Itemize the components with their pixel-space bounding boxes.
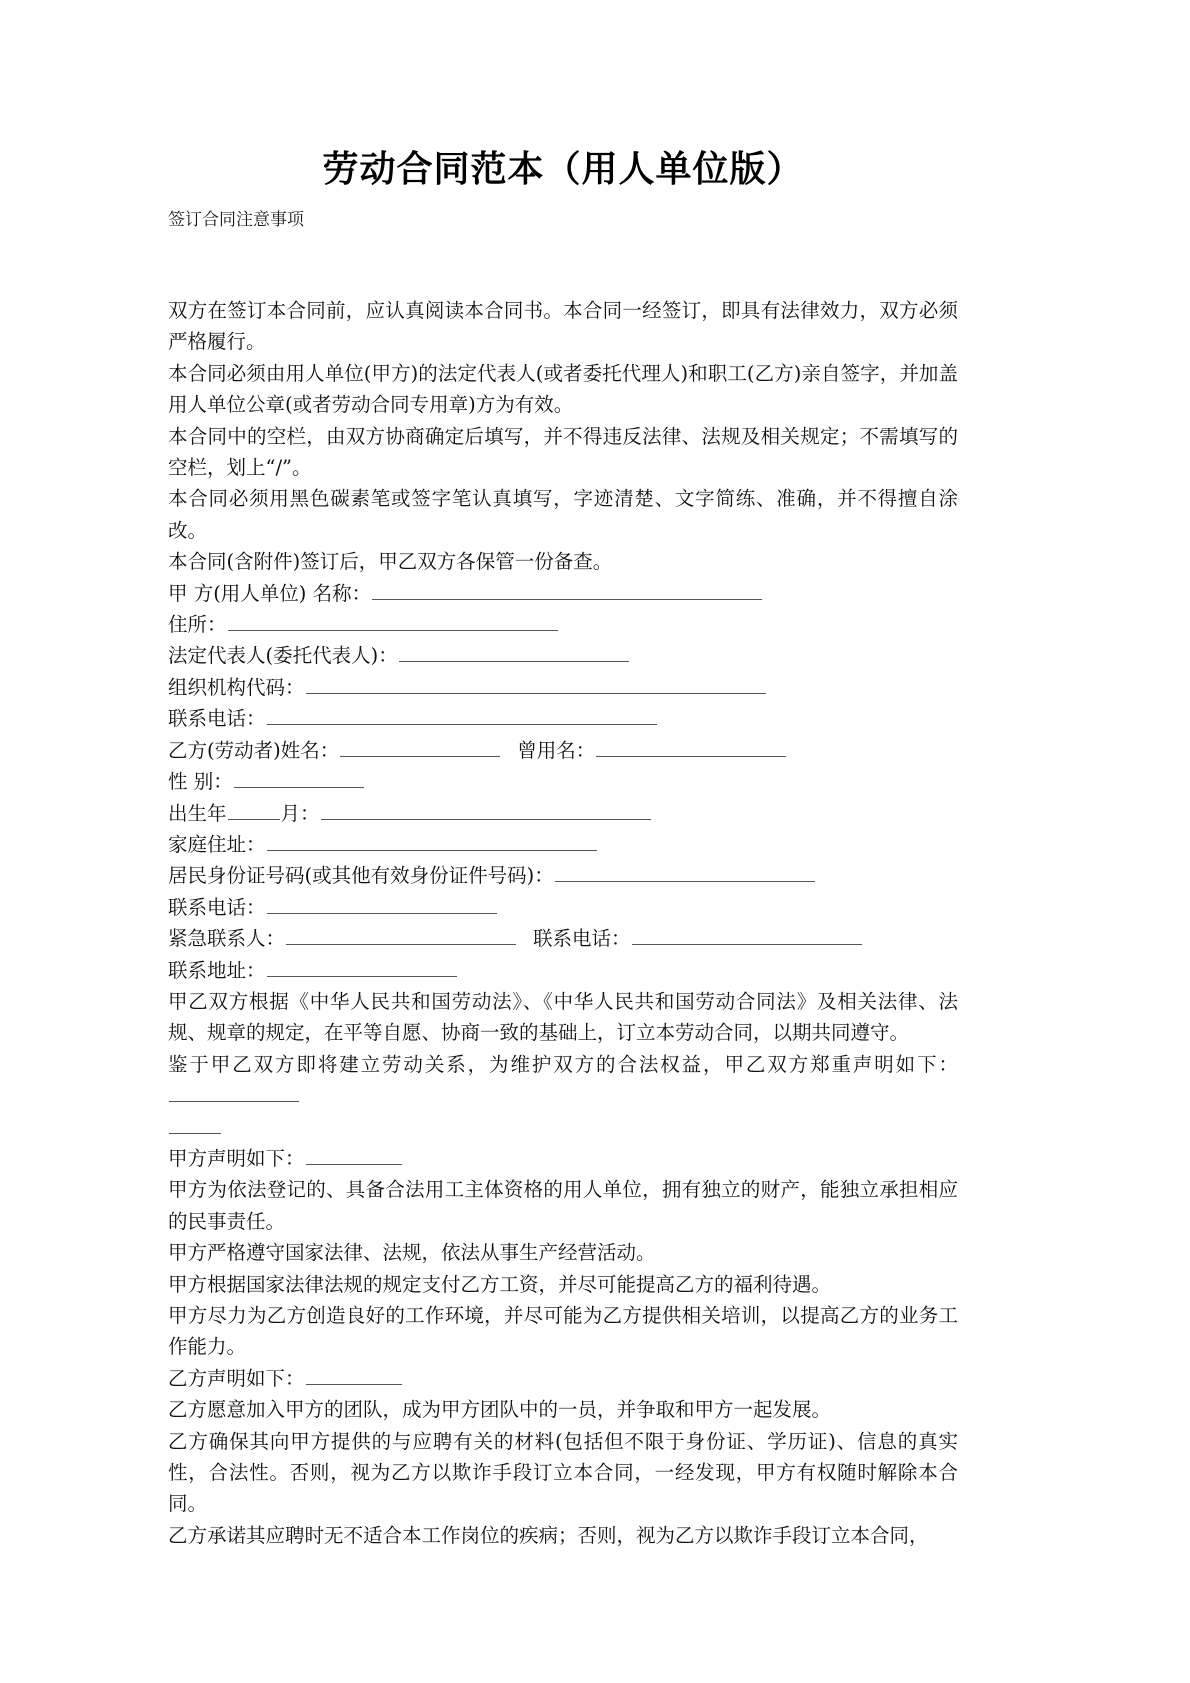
field-label: 甲 方(用人单位) 名称： bbox=[168, 581, 372, 605]
party-b-declaration-item-2: 乙方确保其向甲方提供的与应聘有关的材料(包括但不限于身份证、学历证)、信息的真实性，合法性。否则，视为乙方以欺诈手段订立本合同，一经发现，甲方有权随时解除本合同。 bbox=[168, 1429, 958, 1516]
field-blank-birth-year[interactable] bbox=[228, 801, 280, 820]
field-label-emergency-phone: 联系电话： bbox=[533, 927, 631, 951]
field-blank-party-b-name[interactable] bbox=[340, 738, 500, 757]
field-label: 居民身份证号码(或其他有效身份证件号码)： bbox=[168, 864, 554, 888]
notice-paragraph-4: 本合同必须用黑色碳素笔或签字笔认真填写，字迹清楚、文字简练、准确，并不得擅自涂改。 bbox=[168, 487, 958, 542]
preamble-paragraph: 甲乙双方根据《中华人民共和国劳动法》、《中华人民共和国劳动合同法》及相关法律、法规、规章的规定，在平等自愿、协商一致的基础上，订立本劳动合同，以期共同遵守。 bbox=[168, 989, 958, 1045]
field-label-birth-month: 月： bbox=[280, 801, 320, 825]
field-label-former-name: 曾用名： bbox=[517, 738, 596, 762]
declaration-intro-blank-wrap[interactable] bbox=[169, 1115, 221, 1134]
field-blank-emergency-contact[interactable] bbox=[286, 926, 516, 945]
page-title: 劳动合同范本（用人单位版） bbox=[322, 149, 804, 190]
field-blank-contact-address[interactable] bbox=[267, 958, 457, 977]
field-label: 联系电话： bbox=[168, 707, 266, 731]
field-party-b-name bbox=[168, 735, 958, 766]
field-party-a-address bbox=[168, 609, 958, 640]
declaration-intro-blank[interactable] bbox=[169, 1083, 299, 1102]
field-blank-party-b-phone[interactable] bbox=[267, 895, 497, 914]
document-subtitle: 签订合同注意事项 bbox=[168, 210, 304, 230]
party-a-declaration-item-3: 甲方根据国家法律法规的规定支付乙方工资，并尽可能提高乙方的福利待遇。 bbox=[168, 1272, 832, 1296]
field-label: 家庭住址： bbox=[168, 832, 266, 856]
field-blank-party-a-name[interactable] bbox=[372, 581, 762, 600]
field-birth-date bbox=[168, 798, 958, 829]
notice-paragraph-5: 本合同(含附件)签订后，甲乙双方各保管一份备查。 bbox=[168, 550, 613, 574]
party-a-declaration-blank[interactable] bbox=[306, 1146, 402, 1165]
field-blank-id-number[interactable] bbox=[555, 863, 815, 882]
field-emergency-contact bbox=[168, 923, 958, 954]
field-blank-org-code[interactable] bbox=[306, 675, 766, 694]
field-org-code bbox=[168, 672, 958, 703]
field-label: 乙方(劳动者)姓名： bbox=[168, 738, 340, 762]
declaration-heading-label: 甲方声明如下： bbox=[168, 1146, 305, 1170]
field-label-birth-year: 出生年 bbox=[168, 801, 227, 825]
notice-paragraph-1: 双方在签订本合同前，应认真阅读本合同书。本合同一经签订，即具有法律效力，双方必须严格履行。 bbox=[168, 299, 958, 354]
declaration-intro bbox=[168, 1049, 958, 1143]
field-label: 性 别： bbox=[168, 770, 233, 794]
field-label: 联系电话： bbox=[168, 895, 266, 919]
field-blank-party-a-phone[interactable] bbox=[267, 706, 657, 725]
field-blank-birth-date[interactable] bbox=[321, 801, 651, 820]
field-party-a-name bbox=[168, 578, 958, 609]
party-b-declaration-item-1: 乙方愿意加入甲方的团队，成为甲方团队中的一员，并争取和甲方一起发展。 bbox=[168, 1398, 832, 1422]
notice-paragraph-2: 本合同必须由用人单位(甲方)的法定代表人(或者委托代理人)和职工(乙方)亲自签字，并加盖用人单位公章(或者劳动合同专用章)方为有效。 bbox=[168, 361, 958, 417]
party-a-declaration-item-4: 甲方尽力为乙方创造良好的工作环境，并尽可能为乙方提供相关培训，以提高乙方的业务工作能力。 bbox=[168, 1304, 958, 1359]
declaration-intro-text: 鉴于甲乙双方即将建立劳动关系，为维护双方的合法权益，甲乙双方郑重声明如下： bbox=[168, 1052, 958, 1076]
field-legal-representative bbox=[168, 640, 958, 671]
field-blank-home-address[interactable] bbox=[267, 832, 597, 851]
declaration-heading-label: 乙方声明如下： bbox=[168, 1366, 305, 1390]
field-party-a-phone bbox=[168, 703, 958, 734]
field-blank-former-name[interactable] bbox=[596, 738, 786, 757]
party-a-declaration-item-2: 甲方严格遵守国家法律、法规，依法从事生产经营活动。 bbox=[168, 1241, 656, 1265]
field-blank-emergency-phone[interactable] bbox=[632, 926, 862, 945]
field-label: 住所： bbox=[168, 613, 227, 637]
party-b-declaration-blank[interactable] bbox=[306, 1366, 402, 1385]
party-b-declaration-heading bbox=[168, 1363, 958, 1394]
document-content bbox=[168, 0, 958, 1551]
field-party-b-phone bbox=[168, 892, 958, 923]
field-label: 组织机构代码： bbox=[168, 675, 305, 699]
party-a-declaration-heading bbox=[168, 1143, 958, 1174]
field-label: 联系地址： bbox=[168, 958, 266, 982]
field-blank-legal-representative[interactable] bbox=[399, 643, 629, 662]
party-a-declaration-item-1: 甲方为依法登记的、具备合法用工主体资格的用人单位，拥有独立的财产，能独立承担相应的民事责任。 bbox=[168, 1178, 958, 1233]
field-home-address bbox=[168, 829, 958, 860]
field-contact-address bbox=[168, 955, 958, 986]
party-b-declaration-item-3: 乙方承诺其应聘时无不适合本工作岗位的疾病；否则，视为乙方以欺诈手段订立本合同， bbox=[168, 1523, 929, 1547]
field-blank-party-a-address[interactable] bbox=[228, 612, 558, 631]
field-gender bbox=[168, 766, 958, 797]
field-label: 紧急联系人： bbox=[168, 927, 286, 951]
field-blank-gender[interactable] bbox=[234, 769, 364, 788]
notice-paragraph-3: 本合同中的空栏，由双方协商确定后填写，并不得违反法律、法规及相关规定；不需填写的空栏，划上“/”。 bbox=[168, 424, 958, 480]
field-id-number bbox=[168, 860, 958, 891]
document-body bbox=[168, 233, 958, 1551]
field-label: 法定代表人(委托代表人)： bbox=[168, 644, 398, 668]
